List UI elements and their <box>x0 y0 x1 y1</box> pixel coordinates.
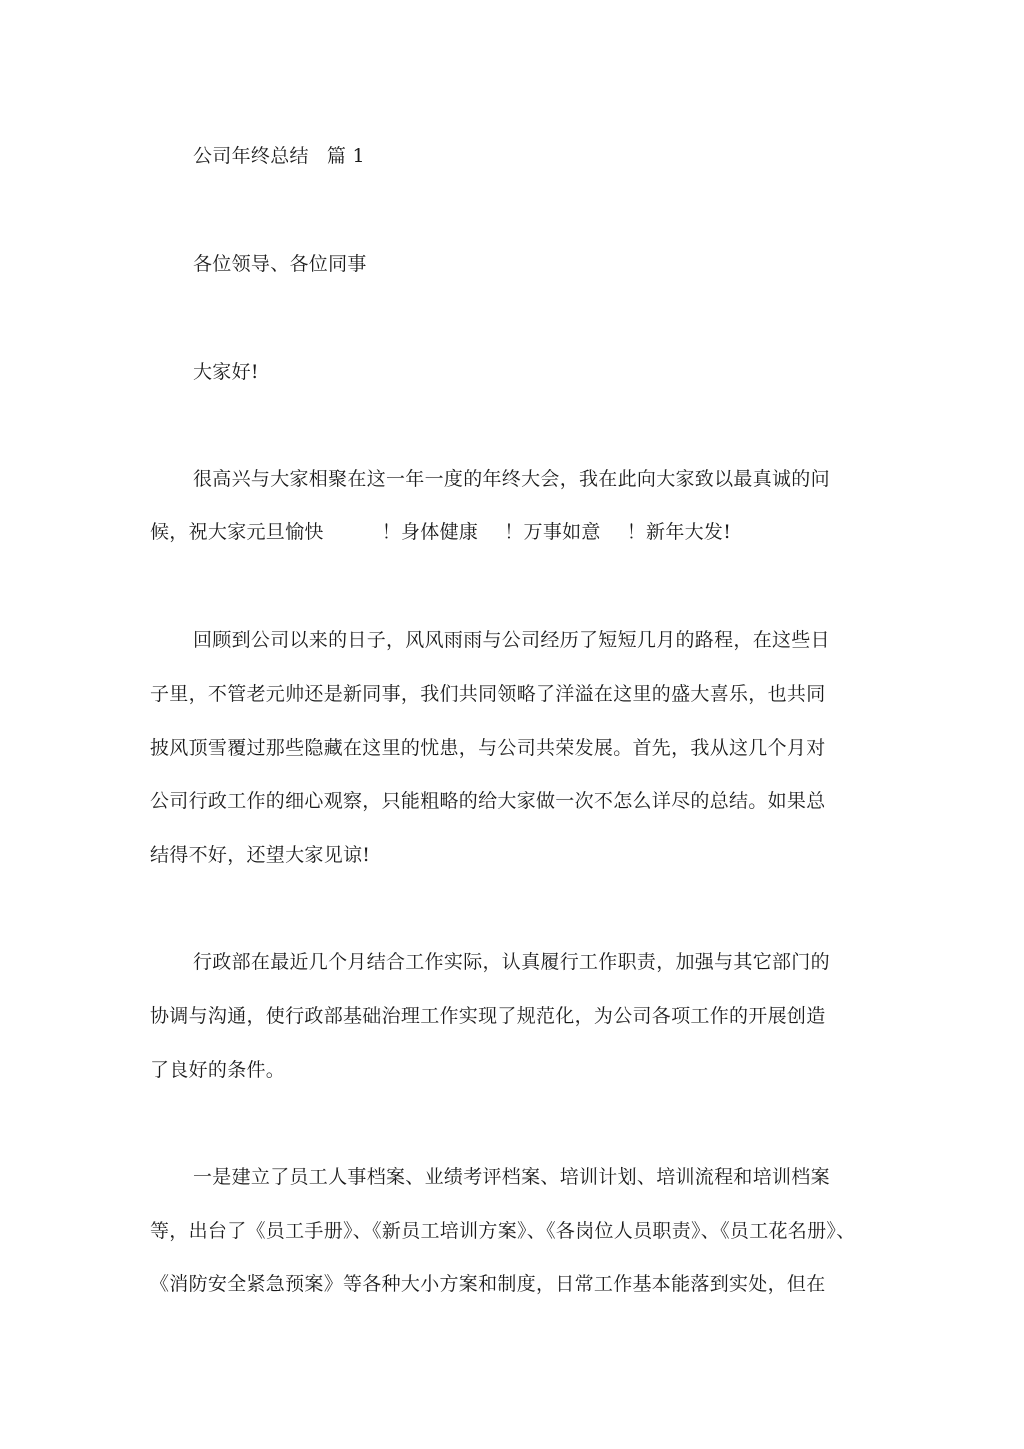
paragraph-2-line-1: 回顾到公司以来的日子，风风雨雨与公司经历了短短几月的路程，在这些日 <box>193 629 830 651</box>
wish-health: ！身体健康 <box>381 521 479 543</box>
paragraph-3-line-2: 协调与沟通，使行政部基础治理工作实现了规范化，为公司各项工作的开展创造 <box>150 1005 826 1027</box>
paragraph-2-line-4: 公司行政工作的细心观察，只能粗略的给大家做一次不怎么详尽的总结。如果总 <box>150 790 826 812</box>
wish-fortune: ！新年大发! <box>626 521 732 543</box>
wish-new-year: 候，祝大家元旦愉快 <box>150 521 324 543</box>
title-suffix: 篇 1 <box>326 145 365 167</box>
document-title <box>193 144 365 168</box>
paragraph-4-line-3: 《消防安全紧急预案》等各种大小方案和制度，日常工作基本能落到实处，但在 <box>150 1273 826 1295</box>
paragraph-2-line-5: 结得不好，还望大家见谅! <box>150 844 371 866</box>
salutation: 各位领导、各位同事 <box>193 253 367 275</box>
greeting: 大家好! <box>193 361 259 383</box>
paragraph-4-line-2: 等，出台了《员工手册》、《新员工培训方案》、《各岗位人员职责》、《员工花名册》、 <box>150 1220 856 1242</box>
paragraph-2-line-3: 披风顶雪覆过那些隐藏在这里的忧患，与公司共荣发展。首先，我从这几个月对 <box>150 737 826 759</box>
paragraph-1-line-1: 很高兴与大家相聚在这一年一度的年终大会，我在此向大家致以最真诚的问 <box>193 468 830 490</box>
paragraph-4-line-1: 一是建立了员工人事档案、业绩考评档案、培训计划、培训流程和培训档案 <box>193 1166 830 1188</box>
paragraph-2-line-2: 子里，不管老元帅还是新同事，我们共同领略了洋溢在这里的盛大喜乐，也共同 <box>150 683 826 705</box>
wish-success: ！万事如意 <box>504 521 601 543</box>
paragraph-3-line-1: 行政部在最近几个月结合工作实际，认真履行工作职责，加强与其它部门的 <box>193 951 830 973</box>
paragraph-1-line-2 <box>150 520 731 544</box>
title-text: 公司年终总结 <box>193 145 309 167</box>
paragraph-3-line-3: 了良好的条件。 <box>150 1059 286 1081</box>
